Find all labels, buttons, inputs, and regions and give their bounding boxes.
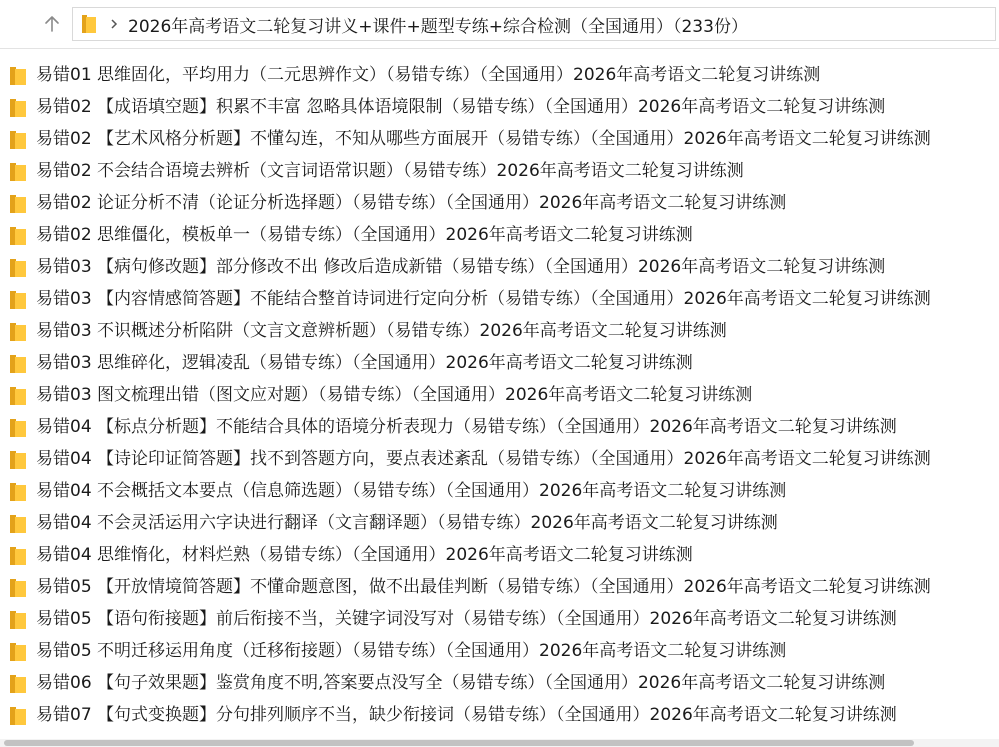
folder-icon — [9, 482, 27, 502]
folder-icon — [9, 226, 27, 246]
explorer-toolbar — [0, 0, 999, 49]
folder-icon — [9, 130, 27, 150]
file-name: 易错01 思维固化，平均用力（二元思辨作文）（易错专练）（全国通用）2026年高考语文二轮复习讲练测 — [36, 65, 821, 85]
folder-icon — [9, 66, 27, 86]
list-item[interactable] — [0, 283, 999, 315]
folder-icon — [9, 194, 27, 214]
folder-icon — [9, 386, 27, 406]
folder-icon — [9, 162, 27, 182]
folder-icon — [9, 610, 27, 630]
folder-icon — [9, 706, 27, 726]
file-name: 易错05 【语句衔接题】前后衔接不当，关键字词没写对（易错专练）（全国通用）2026年高考语文二轮复习讲练测 — [36, 609, 897, 629]
list-item[interactable] — [0, 59, 999, 91]
up-button[interactable] — [40, 12, 64, 36]
file-name: 易错07 【句式变换题】分句排列顺序不当，缺少衔接词（易错专练）（全国通用）2026年高考语文二轮复习讲练测 — [36, 705, 897, 725]
file-name: 易错04 思维惰化，材料烂熟（易错专练）（全国通用）2026年高考语文二轮复习讲练测 — [36, 545, 693, 565]
folder-icon — [9, 642, 27, 662]
list-item[interactable] — [0, 603, 999, 635]
list-item[interactable] — [0, 507, 999, 539]
horizontal-scrollbar[interactable] — [0, 739, 999, 747]
file-name: 易错03 【病句修改题】部分修改不出 修改后造成新错（易错专练）（全国通用）2026年高考语文二轮复习讲练测 — [36, 257, 886, 277]
folder-icon — [9, 354, 27, 374]
file-name: 易错04 【诗论印证简答题】找不到答题方向，要点表述紊乱（易错专练）（全国通用）2026年高考语文二轮复习讲练测 — [36, 449, 931, 469]
file-name: 易错02 思维僵化，模板单一（易错专练）（全国通用）2026年高考语文二轮复习讲练测 — [36, 225, 693, 245]
list-item[interactable] — [0, 219, 999, 251]
file-name: 易错02 论证分析不清（论证分析选择题）（易错专练）（全国通用）2026年高考语文二轮复习讲练测 — [36, 193, 787, 213]
folder-icon — [9, 546, 27, 566]
arrow-up-icon — [42, 14, 62, 34]
list-item[interactable] — [0, 91, 999, 123]
file-name: 易错03 图文梳理出错（图文应对题）（易错专练）（全国通用）2026年高考语文二轮复习讲练测 — [36, 385, 753, 405]
file-list — [0, 59, 999, 731]
address-bar[interactable] — [72, 7, 996, 41]
list-item[interactable] — [0, 539, 999, 571]
list-item[interactable] — [0, 411, 999, 443]
list-item[interactable] — [0, 667, 999, 699]
list-item[interactable] — [0, 443, 999, 475]
list-item[interactable] — [0, 475, 999, 507]
list-item[interactable] — [0, 155, 999, 187]
file-name: 易错06 【句子效果题】鉴赏角度不明,答案要点没写全（易错专练）（全国通用）2026年高考语文二轮复习讲练测 — [36, 673, 886, 693]
file-name: 易错02 【艺术风格分析题】不懂勾连，不知从哪些方面展开（易错专练）（全国通用）2026年高考语文二轮复习讲练测 — [36, 129, 931, 149]
folder-icon — [9, 258, 27, 278]
file-name: 易错05 不明迁移运用角度（迁移衔接题）（易错专练）（全国通用）2026年高考语文二轮复习讲练测 — [36, 641, 787, 661]
list-item[interactable] — [0, 347, 999, 379]
folder-icon — [9, 418, 27, 438]
list-item[interactable] — [0, 699, 999, 731]
list-item[interactable] — [0, 571, 999, 603]
list-item[interactable] — [0, 635, 999, 667]
folder-icon — [9, 290, 27, 310]
chevron-right-icon[interactable] — [108, 18, 120, 30]
list-item[interactable] — [0, 123, 999, 155]
scrollbar-thumb[interactable] — [4, 740, 914, 746]
list-item[interactable] — [0, 251, 999, 283]
file-name: 易错04 不会灵活运用六字诀进行翻译（文言翻译题）（易错专练）2026年高考语文二轮复习讲练测 — [36, 513, 778, 533]
folder-icon — [9, 98, 27, 118]
folder-icon — [9, 322, 27, 342]
file-name: 易错05 【开放情境简答题】不懂命题意图，做不出最佳判断（易错专练）（全国通用）2026年高考语文二轮复习讲练测 — [36, 577, 931, 597]
list-item[interactable] — [0, 187, 999, 219]
list-item[interactable] — [0, 379, 999, 411]
list-item[interactable] — [0, 315, 999, 347]
file-name: 易错04 不会概括文本要点（信息筛选题）（易错专练）（全国通用）2026年高考语文二轮复习讲练测 — [36, 481, 787, 501]
file-name: 易错03 不识概述分析陷阱（文言文意辨析题）（易错专练）2026年高考语文二轮复习讲练测 — [36, 321, 727, 341]
folder-icon — [9, 450, 27, 470]
file-name: 易错02 不会结合语境去辨析（文言词语常识题）（易错专练）2026年高考语文二轮复习讲练测 — [36, 161, 744, 181]
file-name: 易错03 思维碎化，逻辑凌乱（易错专练）（全国通用）2026年高考语文二轮复习讲练测 — [36, 353, 693, 373]
folder-icon — [80, 14, 98, 34]
file-name: 易错04 【标点分析题】不能结合具体的语境分析表现力（易错专练）（全国通用）2026年高考语文二轮复习讲练测 — [36, 417, 897, 437]
folder-icon — [9, 674, 27, 694]
file-name: 易错03 【内容情感简答题】不能结合整首诗词进行定向分析（易错专练）（全国通用）2026年高考语文二轮复习讲练测 — [36, 289, 931, 309]
file-name: 易错02 【成语填空题】积累不丰富 忽略具体语境限制（易错专练）（全国通用）2026年高考语文二轮复习讲练测 — [36, 97, 886, 117]
folder-icon — [9, 514, 27, 534]
address-path: 2026年高考语文二轮复习讲义+课件+题型专练+综合检测（全国通用）（233份） — [128, 16, 748, 37]
folder-icon — [9, 578, 27, 598]
